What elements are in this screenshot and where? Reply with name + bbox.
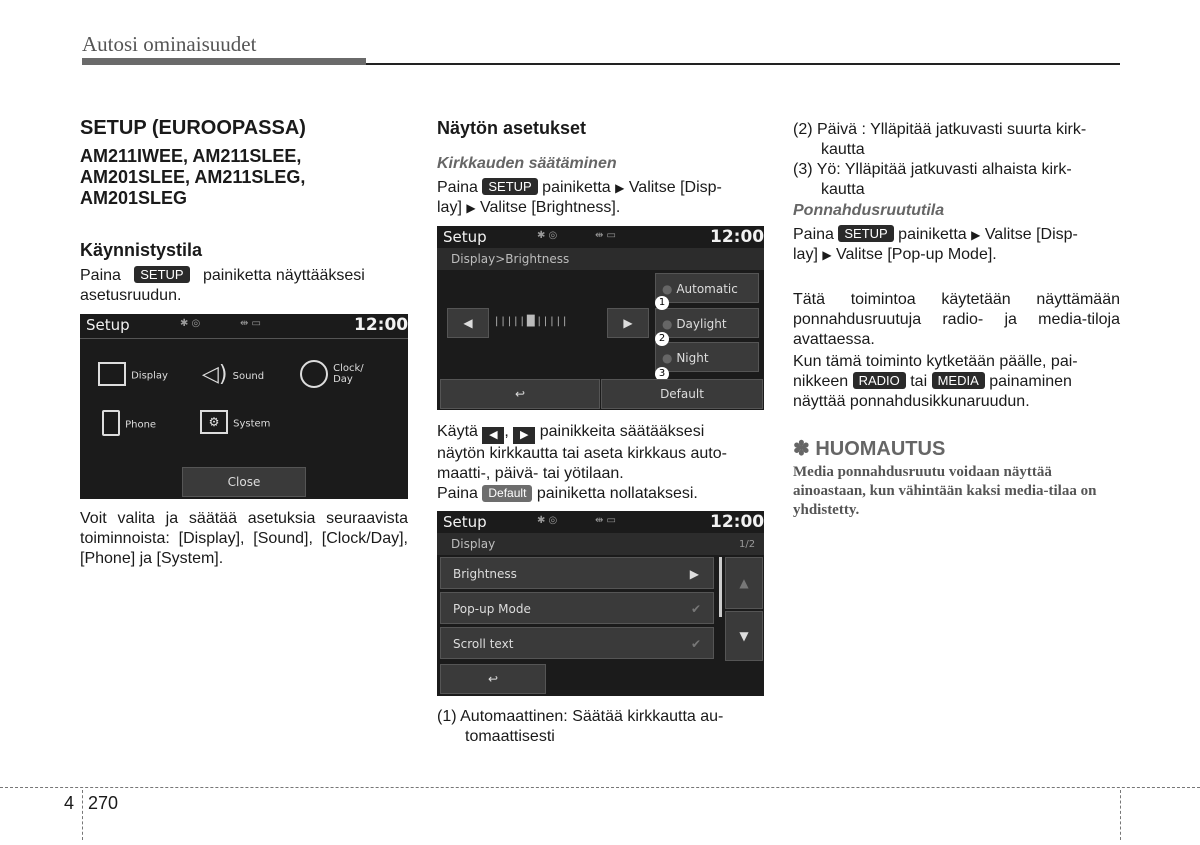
scrollbar[interactable]: [719, 557, 722, 617]
checkbox-icon[interactable]: ✔: [690, 637, 701, 651]
section-heading: SETUP (EUROOPASSA): [80, 117, 306, 139]
gear-icon: ⚙: [200, 410, 228, 434]
note-body: Media ponnahdusruutu voidaan näyttää ainoastaan, kun vähintään kaksi media-tilaa on yhdistetty.: [793, 464, 1097, 518]
popup-mode-row[interactable]: [440, 592, 714, 624]
display-settings-heading: Näytön asetukset: [437, 118, 587, 138]
marker-1: 1: [655, 296, 669, 310]
decrease-button[interactable]: ◀: [447, 308, 489, 338]
night-option[interactable]: [655, 342, 759, 372]
item-label: Display: [131, 370, 168, 382]
footer-divider: [1120, 790, 1121, 840]
brightness-subheading: Kirkkauden säätäminen: [437, 155, 617, 172]
text: lay]: [793, 246, 818, 263]
text: Käytä: [437, 423, 478, 440]
chapter-number: 4: [64, 793, 75, 813]
text: näytön kirkkautta tai aseta kirkkaus auto-: [437, 445, 727, 462]
checkbox-icon[interactable]: ✔: [690, 602, 701, 616]
text: painiketta: [542, 179, 611, 196]
page-number: 270: [88, 793, 119, 813]
screen-title: Setup: [443, 228, 487, 246]
header-bar: [82, 58, 366, 65]
setup-key: SETUP: [134, 266, 189, 283]
speaker-icon: ◁): [202, 362, 228, 387]
right-arrow-key-icon: ▶: [513, 427, 535, 444]
brightness-instructions: [437, 178, 764, 218]
text: Valitse [Pop-up Mode].: [836, 246, 997, 263]
increase-button[interactable]: ▶: [607, 308, 649, 338]
option-label: Daylight: [676, 317, 727, 331]
marker-3: 3: [655, 367, 669, 381]
radio-icon: ●: [662, 282, 673, 296]
arrow-right-icon: ▶: [822, 248, 832, 262]
radio-icon: ●: [662, 317, 673, 331]
text: painiketta: [898, 226, 967, 243]
screen-path: Display>Brightness: [451, 252, 570, 266]
model-line-2: AM201SLEE, AM211SLEG,: [80, 167, 306, 187]
popup-subheading: Ponnahdusruututila: [793, 202, 945, 219]
text: asetusruudun.: [80, 287, 182, 304]
footer-rule: [0, 787, 1200, 788]
system-menu-item[interactable]: [200, 410, 270, 434]
header-rule: [366, 63, 1120, 65]
startup-heading: Käynnistystila: [80, 240, 203, 260]
sound-menu-item[interactable]: [202, 362, 264, 387]
usb-icon: ⇹ ▭: [240, 318, 262, 329]
text: tomaattisesti: [465, 728, 555, 745]
text: painiketta näyttääksesi: [202, 267, 365, 284]
adjust-paragraph: Käytä ◀ , ▶ painikkeita säätääksesi näytön kirkkautta tai aseta kirkkaus auto- maatti-, päivä- tai yötilaan. Paina Default painiketta nollataksesi.: [437, 423, 727, 502]
radio-icon: ●: [662, 351, 673, 365]
radio-key: RADIO: [853, 372, 906, 389]
option-label: Night: [676, 351, 709, 365]
setup-key: SETUP: [482, 178, 537, 195]
arrow-right-icon: ▶: [971, 228, 981, 242]
text: Kun tämä toiminto kytketään päälle, pai-: [793, 353, 1078, 370]
text: nikkeen: [793, 373, 849, 390]
brightness-screen: [437, 226, 764, 410]
clock-menu-item[interactable]: [300, 360, 364, 388]
media-key: MEDIA: [932, 372, 985, 389]
back-button[interactable]: ↩: [440, 379, 600, 409]
item-label: Sound: [232, 371, 265, 382]
option-label: Automatic: [676, 282, 738, 296]
model-line-1: AM211IWEE, AM211SLEE,: [80, 146, 302, 166]
text: painiketta nollataksesi.: [536, 485, 698, 502]
text: maatti-, päivä- tai yötilaan.: [437, 465, 624, 482]
setup-screen: [80, 314, 408, 499]
text: (3) Yö: Ylläpitää jatkuvasti alhaista kirk-: [793, 161, 1072, 178]
daylight-note: [793, 120, 1120, 200]
arrow-right-icon: ▶: [689, 567, 699, 581]
options-paragraph: Voit valita ja säätää asetuksia seuraavista toiminnoista: [Display], [Sound], [Clock/Day], [Phone] ja [System].: [80, 510, 408, 567]
popup-behavior: [793, 352, 1120, 412]
marker-2: 2: [655, 332, 669, 346]
scroll-text-row[interactable]: [440, 627, 714, 659]
brightness-row[interactable]: [440, 557, 714, 589]
text: Paina: [80, 267, 121, 284]
scroll-up-button[interactable]: ▲: [725, 557, 763, 609]
text: Valitse [Brightness].: [480, 199, 621, 216]
startup-paragraph: [80, 266, 408, 306]
screen-title: Setup: [443, 513, 487, 531]
running-header: Autosi ominaisuudet: [82, 32, 257, 56]
display-screen: [437, 511, 764, 696]
popup-description: Tätä toimintoa käytetään näyttämään ponnahdusruutuja radio- ja media-tiloja avattaessa.: [793, 291, 1120, 348]
text: Paina: [437, 485, 478, 502]
daylight-option[interactable]: [655, 308, 759, 338]
left-arrow-key-icon: ◀: [482, 427, 504, 444]
page-indicator: 1/2: [739, 539, 756, 550]
text: Paina: [437, 179, 478, 196]
default-key: Default: [482, 485, 532, 502]
back-button[interactable]: ↩: [440, 664, 546, 694]
screen-path: Display: [451, 537, 496, 551]
text: Paina: [793, 226, 834, 243]
arrow-right-icon: ▶: [615, 181, 625, 195]
automatic-note: [437, 707, 764, 747]
display-menu-item[interactable]: [98, 362, 168, 386]
row-label: Scroll text: [453, 637, 514, 651]
phone-icon: [102, 410, 120, 436]
usb-icon: ⇹ ▭: [595, 515, 617, 526]
item-label: System: [233, 418, 271, 430]
note-heading: ✽ HUOMAUTUS: [793, 438, 946, 460]
row-label: Brightness: [453, 567, 517, 581]
text: lay]: [437, 199, 462, 216]
screen-clock: 12:00: [710, 227, 765, 247]
text: kautta: [821, 181, 865, 198]
default-button[interactable]: Default: [601, 379, 763, 409]
bluetooth-icon: ✱ ◎: [537, 515, 558, 526]
text: Valitse [Disp-: [984, 226, 1078, 243]
clock-icon: [300, 360, 328, 388]
phone-menu-item[interactable]: [102, 410, 156, 436]
usb-icon: ⇹ ▭: [595, 230, 617, 241]
model-line-3: AM201SLEG: [80, 188, 188, 208]
item-label: Clock/ Day: [333, 363, 364, 385]
text: (2) Päivä : Ylläpitää jatkuvasti suurta kirk-: [793, 121, 1087, 138]
divider: [80, 338, 408, 339]
text: tai: [910, 373, 928, 390]
footer-divider: [82, 790, 83, 840]
setup-key: SETUP: [838, 225, 893, 242]
screen-clock: 12:00: [710, 512, 765, 532]
text: näyttää ponnahdusikkunaruudun.: [793, 393, 1030, 410]
close-button[interactable]: Close: [182, 467, 306, 497]
popup-instructions: [793, 225, 1120, 265]
display-icon: [98, 362, 126, 386]
text: painikkeita säätääksesi: [539, 423, 705, 440]
text: (1) Automaattinen: Säätää kirkkautta au-: [437, 708, 724, 725]
screen-title: Setup: [86, 316, 130, 334]
brightness-slider[interactable]: |||||█|||||: [495, 316, 570, 327]
bluetooth-icon: ✱ ◎: [180, 318, 201, 329]
row-label: Pop-up Mode: [453, 602, 531, 616]
automatic-option[interactable]: [655, 273, 759, 303]
text: kautta: [821, 141, 865, 158]
arrow-right-icon: ▶: [466, 201, 476, 215]
scroll-down-button[interactable]: ▼: [725, 611, 763, 661]
item-label: Phone: [125, 419, 157, 431]
bluetooth-icon: ✱ ◎: [537, 230, 558, 241]
text: painaminen: [989, 373, 1072, 390]
text: Valitse [Disp-: [628, 179, 722, 196]
screen-clock: 12:00: [354, 315, 409, 335]
